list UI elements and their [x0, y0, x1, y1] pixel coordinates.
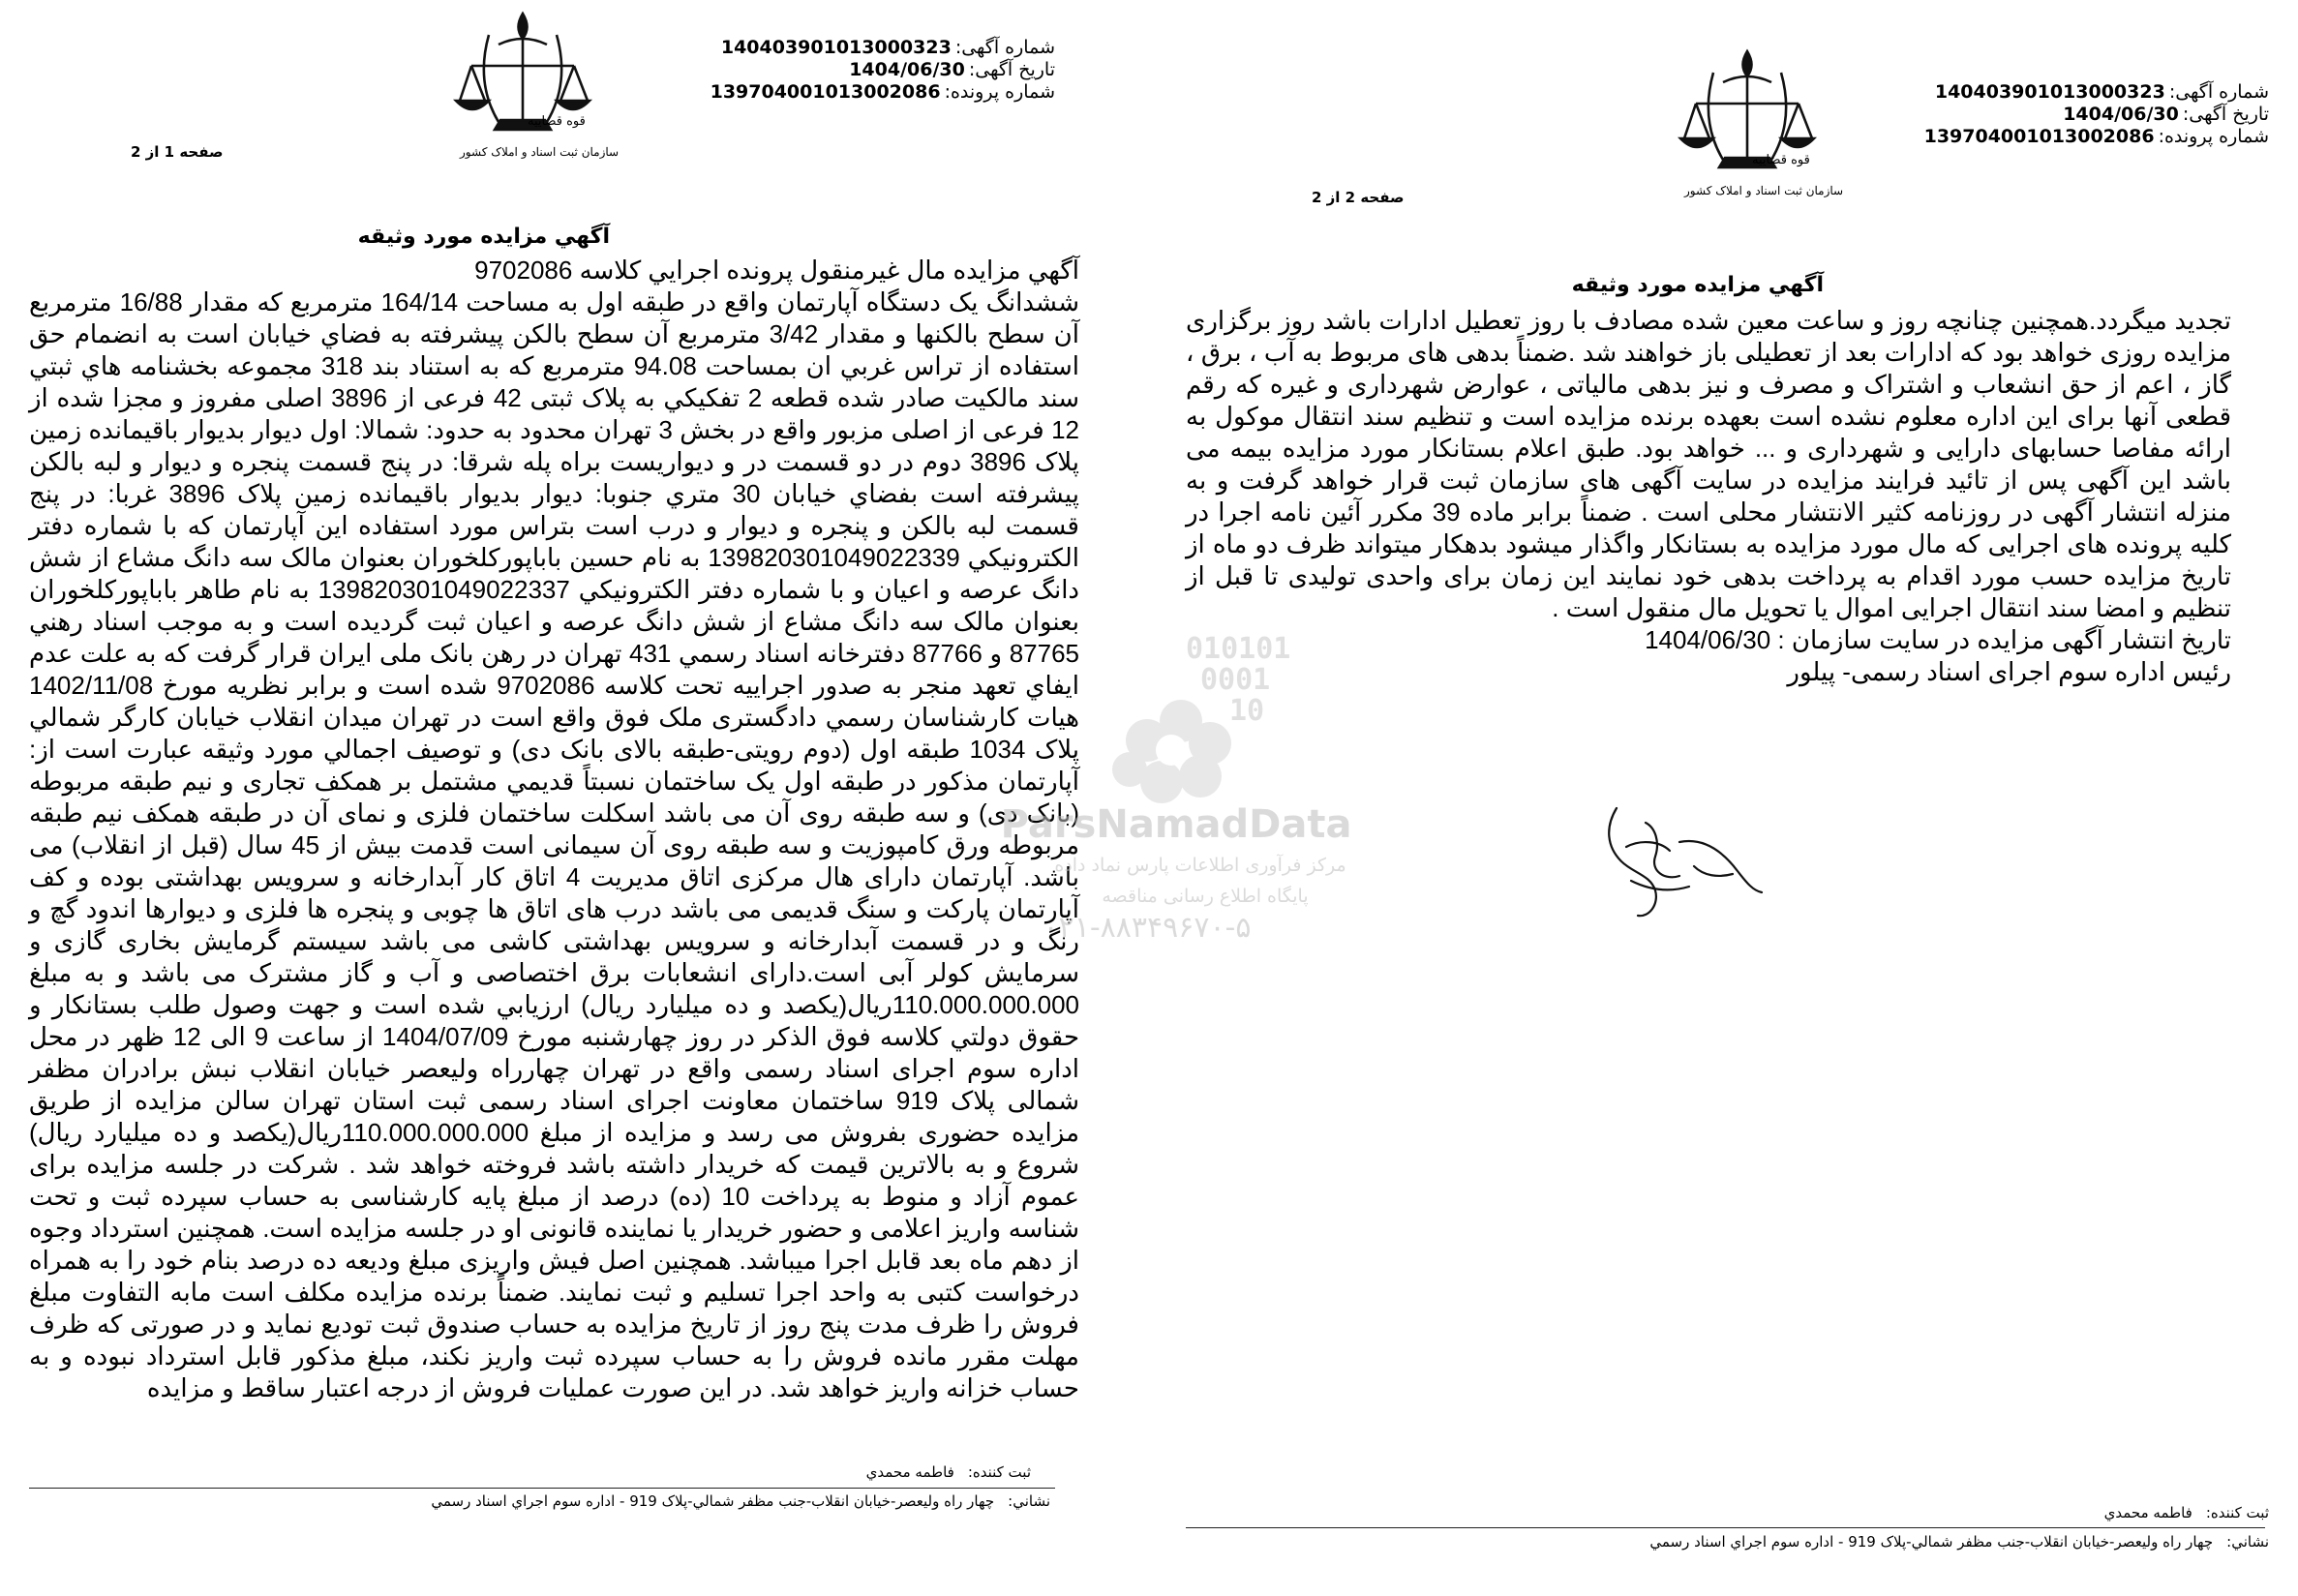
case-number: 139704001013002086: [710, 81, 941, 103]
watermark-binary-3: 10: [1229, 694, 1265, 728]
address-text: چهار راه وليعصر-خيابان انقلاب-جنب مظفر شمالي-پلاک 919 - اداره سوم اجراي اسناد رسمي: [431, 1492, 995, 1510]
ad-date: 1404/06/30: [2063, 104, 2179, 125]
footer-divider: [1186, 1527, 2265, 1528]
ad-title: آگهي مزايده مورد وثيقه: [1571, 273, 1824, 297]
ad-number-label: شماره آگهی:: [954, 37, 1055, 58]
ad-body: [29, 255, 1079, 1404]
registrar-line: [2104, 1502, 2269, 1523]
ad-date-label: تاریخ آگهی:: [2182, 104, 2269, 125]
ad-body-text: ششدانگ یک دستگاه آپارتمان واقع در طبقه اول به مساحت 164/14 مترمربع که مقدار 16/88 مترمربع آن سطح بالكنها و مقدار 3/42 مترمربع آن سطح بالكن پيشرفته به فضاي خيابان است به انضمام حق استفاده از تراس غربي ان بمساحت 94.08 مترمربع كه به استناد بند 318 مجموعه بخشنامه هاي ثبتي سند مالكيت صادر شده قطعه 2 تفكيكي به پلاک ثبتی 42 فرعی از 3896 اصلی مفروز و مجزا شده از 12 فرعی از اصلی مزبور واقع در بخش 3 تهران محدود به حدود: شمالا: اول ديوار بديوار باقيمانده زمين پلاک 3896 دوم در دو قسمت در و ديواريست براه پله شرقا: در پنج قسمت پنجره و ديوار و لبه بالكن پيشرفته است بفضاي خيابان 30 متري جنوبا: ديوار بديوار باقيمانده زمين پلاک 3896 غربا: در پنج قسمت لبه بالكن و پنجره و ديوار و درب است بتراس مورد استفاده اين آپارتمان كه با شماره دفتر الكترونيكي 139820301049022339 به نام حسين باباپوركلخوران بعنوان مالک سه دانگ مشاع از شش دانگ عرصه و اعيان و با شماره دفتر الكترونيكي 139820301049022337 به نام طاهر باباپوركلخوران بعنوان مالک سه دانگ مشاع از شش دانگ عرصه و اعيان ثبت گرديده است و به موجب اسناد رهني 87765 و 87766 دفترخانه اسناد رسمي 431 تهران در رهن بانک ملی ایران قرار گرفت كه به علت عدم ايفاي تعهد منجر به صدور اجراييه تحت کلاسه 9702086 شده است و برابر نظريه مورخ 1402/11/08 هيات كارشناسان رسمي دادگستری ملک فوق واقع است در تهران ميدان انقلاب خيابان كارگر شمالي پلاک 1034 طبقه اول (دوم رويتی-طبقه بالای بانک دی) و توصيف اجمالي مورد وثيقه عبارت است از: آپارتمان مذكور در طبقه اول یک ساختمان نسبتاً قديمي مشتمل بر همكف تجاری و نيم طبقه مربوطه (بانک دی) و سه طبقه روی آن می باشد اسكلت ساختمان فلزی و نمای آن در طبقه همكف نيم طبقه مربوطه ورق كامپوزيت و سه طبقه روی آن سيمانی است قدمت بيش از 45 سال (قبل از انقلاب) می باشد. آپارتمان دارای هال مركزی اتاق مديريت 4 اتاق كار آبدارخانه و سرويس بهداشتی بوده و كف آپارتمان پاركت و سنگ قديمی می باشد درب های اتاق ها چوبی و پنجره ها فلزی و ديوارها اندود گچ و رنگ و در قسمت آبدارخانه و سرويس بهداشتی كاشی می باشد سيستم گرمايش بخاری گازی و سرمايش كولر آبی است.دارای انشعابات برق اختصاصی و آب و گاز مشترک می باشد و به مبلغ 110.000.000.000ريال(يكصد و ده ميليارد ريال) ارزيابي شده است و جهت وصول طلب بستانكار و حقوق دولتي كلاسه فوق الذكر در روز چهارشنبه مورخ 1404/07/09 از ساعت 9 الی 12 ظهر در محل اداره سوم اجرای اسناد رسمی واقع در تهران چهارراه وليعصر خيابان انقلاب نبش برادران مظفر شمالی پلاک 919 ساختمان معاونت اجرای اسناد رسمی ثبت استان تهران سالن مزايده از طريق مزايده حضوری بفروش می رسد و مزايده از مبلغ 110.000.000.000ريال(يكصد و ده ميليارد ريال) شروع و به بالاترين قيمت كه خريدار داشته باشد فروخته خواهد شد . شركت در جلسه مزايده برای عموم آزاد و منوط به پرداخت 10 (ده) درصد از مبلغ پايه كارشناسی به حساب سپرده ثبت و تحت شناسه واريز اعلامی و حضور خريدار يا نماينده قانونی او در جلسه مزايده است. همچنين استرداد وجوه از دهم ماه بعد قابل اجرا ميباشد. همچنين اصل فيش واريزی مبلغ وديعه ده درصد بنام خود را به همراه درخواست كتبی به واحد اجرا تسليم و ثبت نمايند. ضمناً برنده مزايده مكلف است مابه التفاوت مبلغ فروش را ظرف مدت پنج روز از تاريخ مزايده به حساب صندوق ثبت توديع نمايد و در صورتی كه ظرف مهلت مقرر مانده فروش را به حساب سپرده ثبت واريز نكند، مبلغ مذكور قابل استرداد نبوده و به حساب خزانه واريز خواهد شد. در اين صورت عمليات فروش از درجه اعتبار ساقط و مزايده: [29, 287, 1080, 1402]
registrar-line: [866, 1461, 1031, 1483]
case-number: 139704001013002086: [1923, 126, 2155, 147]
registrar-label: ثبت كننده:: [2205, 1504, 2269, 1521]
address-line: [431, 1491, 1050, 1512]
address-line: [1649, 1531, 2269, 1552]
watermark-brand: ParsNamadData: [1002, 802, 1350, 847]
ad-meta: [1924, 81, 2269, 148]
registrar-label: ثبت كننده:: [967, 1463, 1031, 1481]
watermark-line-2: پایگاه اطلاع رسانی مناقصه: [1102, 886, 1309, 907]
ad-body-text: تجديد ميگردد.همچنين چنانچه روز و ساعت معين شده مصادف با روز تعطيل ادارات باشد روز برگزاری مزايده روزی خواهد بود كه ادارات بعد از تعطيلی باز خواهند شد .ضمناً بدهی های مربوط به آب ، برق ، گاز ، اعم از حق انشعاب و اشتراک و مصرف و نيز بدهی مالياتی ، عوارض شهرداری و غيره كه رقم قطعی آنها برای اين اداره معلوم نشده است بعهده برنده مزايده است و تنظيم سند انتقال موكول به ارائه مفاصا حسابهای دارايی و شهرداری و ... خواهد بود. طبق اعلام بستانكار مورد مزايده بيمه می باشد اين آگهی پس از تائيد فرايند مزايده در سايت آگهی های سازمان ثبت قرار خواهد گرفت و به منزله انتشار آگهی در روزنامه كثير الانتشار محلی است . ضمناً برابر ماده 39 مكرر آئين نامه اجرا در كليه پرونده های اجرايی كه مال مورد مزايده به بستانكار واگذار ميشود بدهكار ميتواند ظرف دو ماه از تاريخ مزايده حسب مورد اقدام به پرداخت بدهی خود نمايند اين زمان برای واحدی توليدی تا قبل از تنظيم و امضا سند انتقال اجرايی اموال يا تحويل مال منقول است .: [1186, 306, 2231, 622]
publish-date-line: تاريخ انتشار آگهی مزايده در سايت سازمان : 1404/06/30: [1645, 625, 2231, 654]
ad-meta: [711, 37, 1055, 104]
emblem-caption-bottom: سازمان ثبت اسناد و املاک کشور: [1684, 184, 1844, 197]
emblem-caption-top: قوه قضاییه: [1752, 153, 1810, 167]
emblem-caption-bottom: سازمان ثبت اسناد و املاک کشور: [460, 145, 620, 159]
ad-number-label: شماره آگهی:: [2168, 81, 2269, 103]
signatory: رئيس اداره سوم اجرای اسناد رسمی- پيلور: [1787, 657, 2231, 686]
handwritten-signature: [1587, 789, 1771, 934]
watermark-line-1: مرکز فرآوری اطلاعات پارس نماد داده: [1054, 855, 1346, 876]
ad-date: 1404/06/30: [849, 59, 965, 80]
case-number-label: شماره پرونده:: [944, 81, 1055, 103]
address-label: نشاني:: [1008, 1492, 1050, 1510]
registrar-name: فاطمه محمدي: [2103, 1504, 2192, 1521]
page-label: صفحه 1 از 2: [131, 143, 224, 161]
footer-divider: [29, 1488, 1055, 1489]
watermark-phone: ۰۲۱-۸۸۳۴۹۶۷۰-۵: [1043, 911, 1252, 945]
watermark-binary-1: 010101: [1186, 632, 1291, 666]
case-number-label: شماره پرونده:: [2158, 126, 2269, 147]
ad-number: 140403901013000323: [720, 37, 952, 58]
ad-title: آگهي مزايده مورد وثيقه: [357, 225, 610, 249]
page-label: صفحه 2 از 2: [1312, 189, 1405, 206]
registrar-name: فاطمه محمدي: [865, 1463, 954, 1481]
ad-number: 140403901013000323: [1934, 81, 2165, 103]
watermark-binary-2: 0001: [1200, 663, 1271, 697]
emblem-caption-top: قوه قضاییه: [528, 114, 586, 129]
ad-date-label: تاریخ آگهی:: [968, 59, 1055, 80]
ad-heading: آگهي مزايده مال غيرمنقول پرونده اجرايي کلاسه 9702086: [474, 256, 1079, 285]
address-label: نشاني:: [2226, 1533, 2269, 1551]
address-text: چهار راه وليعصر-خيابان انقلاب-جنب مظفر شمالي-پلاک 919 - اداره سوم اجراي اسناد رسمي: [1649, 1533, 2214, 1551]
parsnamad-watermark: [1002, 629, 1350, 949]
